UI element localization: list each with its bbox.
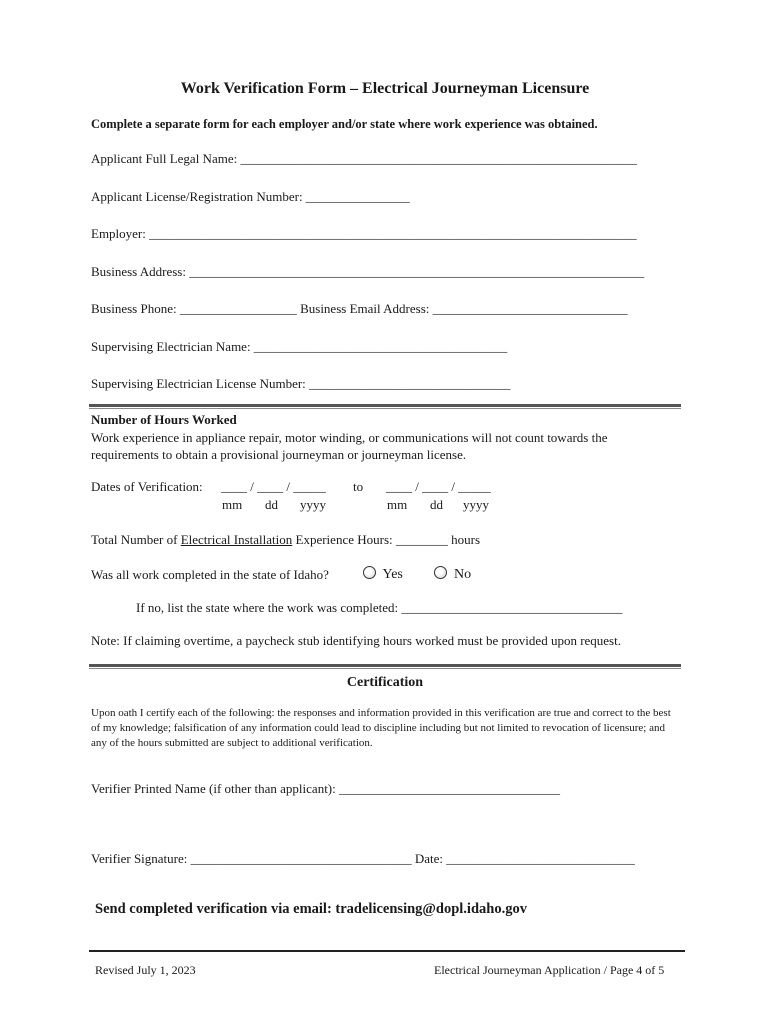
total-hours-field[interactable] xyxy=(91,532,480,548)
hours-note: Work experience in appliance repair, motor winding, or communications will not count towards the requirements to obtain a provisional journeyman or journeyman license. xyxy=(91,430,608,462)
idaho-question: Was all work completed in the state of Idaho? xyxy=(91,567,329,582)
business-address-field[interactable]: Business Address: ______________________________________________________________________ xyxy=(91,264,645,279)
no-option[interactable] xyxy=(434,566,471,583)
yes-option[interactable] xyxy=(363,566,403,583)
certification-oath: Upon oath I certify each of the following: the responses and information provided in this verification are true and correct to the best of my knowledge; falsification of any information could lead to discipline including but not limited to revocation of licensure; and any of the hours submitted are subject to additional verification. xyxy=(91,707,671,749)
no-label: No xyxy=(454,567,472,582)
total-hours-suffix: Experience Hours: ________ hours xyxy=(292,532,481,547)
date-from-dd: dd xyxy=(265,497,278,512)
date-to-mm: mm xyxy=(387,497,408,512)
date-to-dd: dd xyxy=(430,497,443,512)
verifier-signature-field[interactable]: Verifier Signature: __________________________________ Date: _____________________________ xyxy=(91,851,635,866)
section-divider xyxy=(89,664,681,669)
form-instruction: Complete a separate form for each employer and/or state where work experience was obtained. xyxy=(91,117,598,131)
to-label: to xyxy=(353,479,364,494)
footer-divider xyxy=(89,950,685,952)
date-to-field[interactable]: ____ / ____ / _____ xyxy=(386,479,491,494)
send-instructions: Send completed verification via email: tradelicensing@dopl.idaho.gov xyxy=(95,901,527,917)
yes-label: Yes xyxy=(382,567,403,582)
form-title: Work Verification Form – Electrical Journeyman Licensure xyxy=(180,80,590,97)
dates-label: Dates of Verification: xyxy=(91,479,203,494)
date-from-mm: mm xyxy=(222,497,243,512)
supervisor-license-field[interactable]: Supervising Electrician License Number: _______________________________ xyxy=(91,376,511,391)
overtime-note: Note: If claiming overtime, a paycheck stub identifying hours worked must be provided upon request. xyxy=(91,633,621,648)
yes-radio-icon[interactable] xyxy=(363,566,376,579)
section-divider xyxy=(89,404,681,409)
hours-heading: Number of Hours Worked xyxy=(91,412,237,427)
applicant-name-field[interactable]: Applicant Full Legal Name: _____________________________________________________________ xyxy=(91,151,637,166)
employer-field[interactable]: Employer: ___________________________________________________________________________ xyxy=(91,226,637,241)
total-hours-prefix: Total Number of xyxy=(91,532,181,547)
verifier-name-field[interactable]: Verifier Printed Name (if other than applicant): __________________________________ xyxy=(91,781,560,796)
footer-page: Electrical Journeyman Application / Page 4 of 5 xyxy=(434,963,665,977)
if-no-state-field[interactable]: If no, list the state where the work was completed: __________________________________ xyxy=(136,600,623,615)
date-to-yyyy: yyyy xyxy=(463,497,489,512)
supervisor-name-field[interactable]: Supervising Electrician Name: _______________________________________ xyxy=(91,339,508,354)
date-from-field[interactable]: ____ / ____ / _____ xyxy=(221,479,326,494)
date-from-yyyy: yyyy xyxy=(300,497,326,512)
footer-revised: Revised July 1, 2023 xyxy=(95,963,196,977)
no-radio-icon[interactable] xyxy=(434,566,447,579)
license-number-field[interactable]: Applicant License/Registration Number: ________________ xyxy=(91,189,410,204)
business-phone-email-field[interactable]: Business Phone: __________________ Business Email Address: ______________________________ xyxy=(91,301,628,316)
total-hours-underlined: Electrical Installation xyxy=(180,532,293,547)
certification-heading: Certification xyxy=(346,675,424,690)
